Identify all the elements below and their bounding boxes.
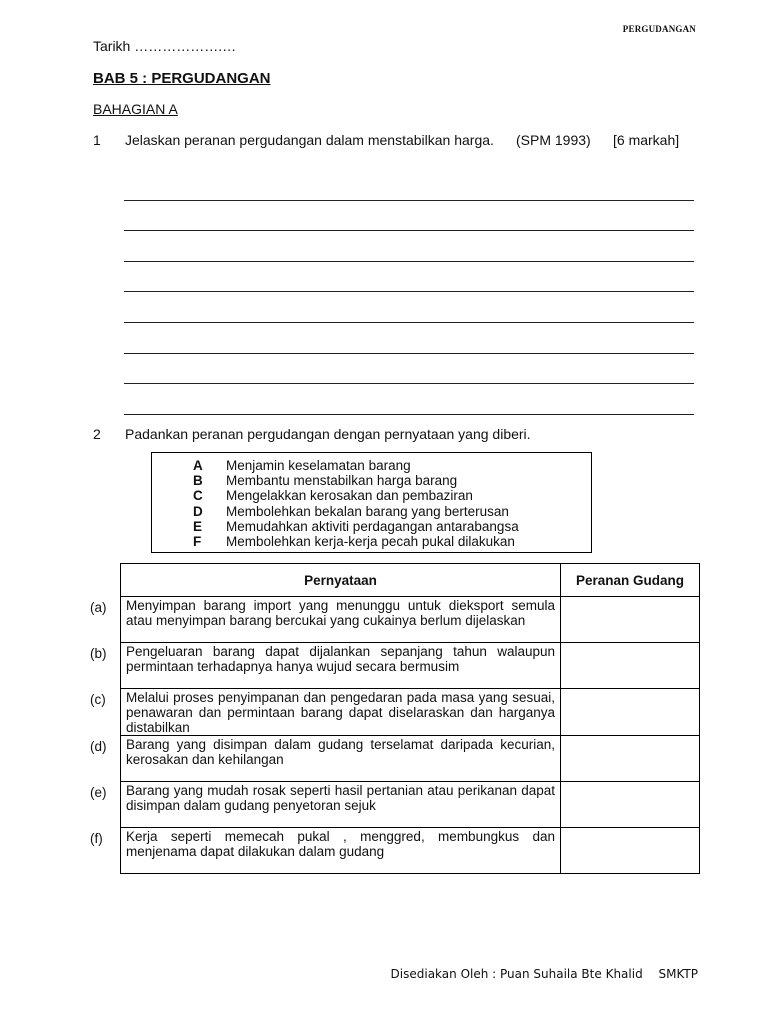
footer-school: SMKTP bbox=[658, 967, 698, 981]
row-label: (f) bbox=[90, 830, 103, 846]
row-role-answer-cell[interactable] bbox=[561, 643, 700, 689]
option-letter: A bbox=[193, 458, 203, 473]
option-letter: D bbox=[193, 503, 203, 519]
option-text: Mengelakkan kerosakan dan pembaziran bbox=[226, 488, 473, 504]
option-text: Membolehkan kerja-kerja pecah pukal dilakukan bbox=[226, 534, 515, 550]
table-row bbox=[88, 782, 700, 828]
table-row bbox=[88, 828, 700, 874]
option-row bbox=[152, 473, 591, 488]
row-statement: Melalui proses penyimpanan dan pengedaran pada masa yang sesuai, penawaran dan permintaan barang dapat diselaraskan dan harganya distabilkan bbox=[121, 689, 561, 736]
row-role-answer-cell[interactable] bbox=[561, 828, 700, 874]
option-letter: F bbox=[193, 534, 202, 550]
question-1-text: Jelaskan peranan pergudangan dalam menstabilkan harga. bbox=[125, 132, 494, 148]
table-row bbox=[88, 736, 700, 782]
table-row bbox=[88, 643, 700, 689]
answer-line[interactable] bbox=[124, 292, 694, 323]
row-label: (c) bbox=[90, 691, 106, 707]
row-role-answer-cell[interactable] bbox=[561, 689, 700, 736]
option-row bbox=[152, 534, 591, 549]
footer-prepared-by: Disediakan Oleh : Puan Suhaila Bte Khalid bbox=[390, 967, 643, 981]
matching-table bbox=[88, 563, 700, 874]
row-statement: Kerja seperti memecah pukal , menggred, membungkus dan menjenama dapat dilakukan dalam gudang bbox=[121, 828, 561, 874]
row-statement: Barang yang disimpan dalam gudang terselamat daripada kecurian, kerosakan dan kehilangan bbox=[121, 736, 561, 782]
footer bbox=[391, 967, 698, 981]
table-header-blank bbox=[88, 564, 121, 597]
options-box bbox=[151, 452, 592, 553]
option-row bbox=[152, 504, 591, 519]
row-role-answer-cell[interactable] bbox=[561, 782, 700, 828]
question-2-number: 2 bbox=[93, 426, 101, 442]
row-statement: Menyimpan barang import yang menunggu untuk dieksport semula atau menyimpan barang bercukai yang cukainya berlum dijelaskan bbox=[121, 597, 561, 643]
answer-line[interactable] bbox=[124, 354, 694, 385]
row-label: (a) bbox=[90, 599, 107, 615]
table-header-statement: Pernyataan bbox=[121, 564, 561, 597]
table-row bbox=[88, 597, 700, 643]
header-subject-label: PERGUDANGAN bbox=[622, 24, 696, 34]
answer-line[interactable] bbox=[124, 262, 694, 293]
row-statement: Pengeluaran barang dapat dijalankan sepanjang tahun walaupun permintaan terhadapnya hanya wujud secara bermusim bbox=[121, 643, 561, 689]
question-2-text: Padankan peranan pergudangan dengan pernyataan yang diberi. bbox=[125, 426, 531, 442]
option-text: Menjamin keselamatan barang bbox=[226, 458, 411, 473]
row-statement: Barang yang mudah rosak seperti hasil pertanian atau perikanan dapat disimpan dalam gudang penyetoran sejuk bbox=[121, 782, 561, 828]
answer-lines bbox=[124, 170, 694, 415]
answer-line[interactable] bbox=[124, 201, 694, 232]
date-field-label: Tarikh ……………….… bbox=[93, 38, 237, 54]
section-heading: BAHAGIAN A bbox=[93, 101, 178, 117]
answer-line[interactable] bbox=[124, 170, 694, 201]
answer-line[interactable] bbox=[124, 384, 694, 415]
row-label: (d) bbox=[90, 738, 107, 754]
question-1-marks: [6 markah] bbox=[613, 132, 680, 148]
option-row bbox=[152, 519, 591, 534]
option-letter: E bbox=[193, 518, 203, 534]
table-row bbox=[88, 689, 700, 736]
option-text: Membantu menstabilkan harga barang bbox=[226, 473, 458, 489]
answer-line[interactable] bbox=[124, 323, 694, 354]
table-header-role: Peranan Gudang bbox=[561, 564, 700, 597]
row-label: (b) bbox=[90, 645, 107, 661]
option-row bbox=[152, 488, 591, 503]
question-1-number: 1 bbox=[93, 132, 101, 148]
row-label: (e) bbox=[90, 784, 107, 800]
answer-line[interactable] bbox=[124, 231, 694, 262]
option-row bbox=[152, 458, 591, 473]
row-role-answer-cell[interactable] bbox=[561, 597, 700, 643]
option-letter: C bbox=[193, 488, 203, 504]
chapter-title: BAB 5 : PERGUDANGAN bbox=[93, 70, 271, 87]
option-text: Membolehkan bekalan barang yang berterusan bbox=[226, 503, 509, 519]
option-letter: B bbox=[193, 473, 203, 489]
option-text: Memudahkan aktiviti perdagangan antarabangsa bbox=[226, 518, 519, 534]
row-role-answer-cell[interactable] bbox=[561, 736, 700, 782]
question-1-source: (SPM 1993) bbox=[516, 132, 591, 148]
